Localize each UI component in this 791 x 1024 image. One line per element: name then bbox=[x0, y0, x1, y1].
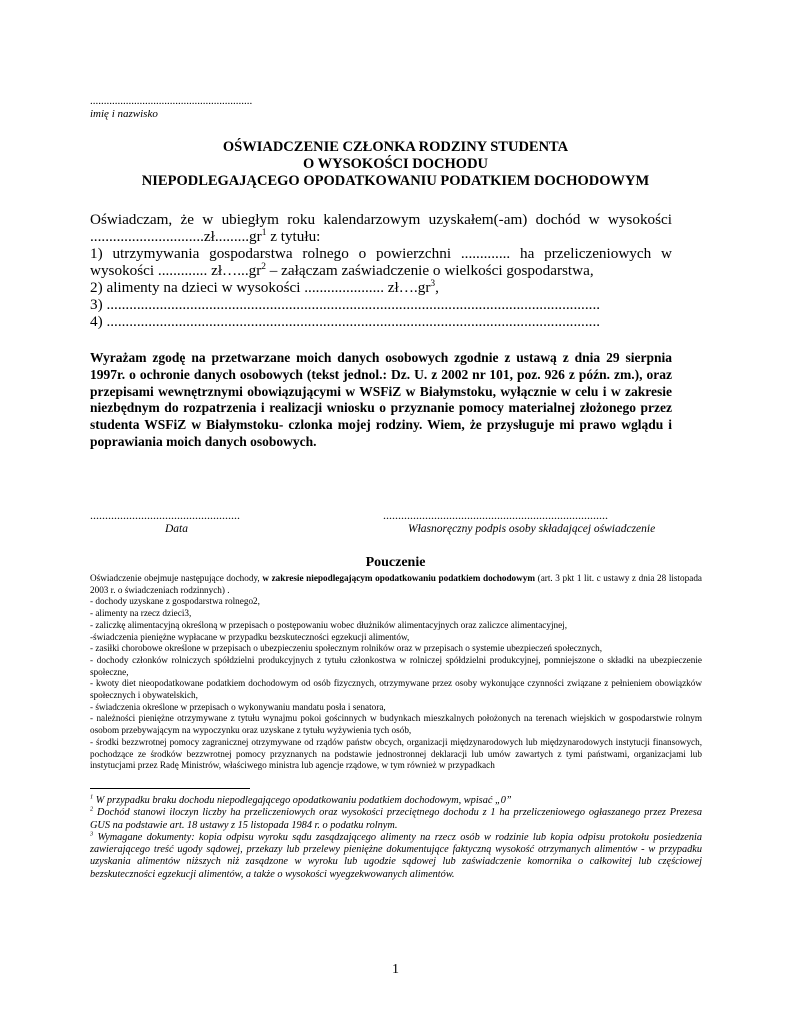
instruction-item: - świadczenia określone w przepisach o wykonywaniu mandatu posła i senatora, bbox=[90, 701, 386, 712]
footnote-divider bbox=[90, 788, 250, 789]
declaration-line-3: 1) utrzymywania gospodarstwa rolnego o powierzchni ............. ha przeliczeniowych w bbox=[90, 245, 672, 262]
instruction-item: -świadczenia pieniężne wypłacane w przypadku bezskuteczności egzekucji alimentów, bbox=[90, 631, 410, 642]
declaration-line-4: wysokości ............. $zł\dots...gr^2$ – załączam zaświadczenie o wielkości gospodarstwa, bbox=[90, 261, 594, 279]
page-number: 1 bbox=[392, 962, 399, 977]
footnotes bbox=[90, 795, 702, 881]
instruction-item: - zasiłki chorobowe określone w przepisach o ubezpieczeniu społecznym rolników oraz w przepisach o systemie ubezpieczeń społecznych, bbox=[90, 643, 603, 654]
instruction-item: - alimenty na rzecz dzieci3, bbox=[90, 608, 192, 619]
data-processing-consent: Wyrażam zgodę na przetwarzane moich danych osobowych zgodnie z ustawą z dnia 29 sierpnia 1997r. o ochronie danych osobowych (tekst jednol.: Dz. U. z 2002 nr 101, poz. 926 z późn. zm.), oraz przepisami wewnętrznymi obowiązującymi w WSFiZ w Białymstoku, wyłącznie w celu i w zakresie niezbędnym do rozpatrzenia i realizacji wniosku o przyznanie pomocy materialnej złożonego przez studenta WSFiZ w Białymstoku- czlonka mojej rodziny. Wiem, że przysługuje mi prawo wglądu i poprawiania moich danych osobowych. bbox=[90, 350, 672, 449]
instructions-intro: Oświadczenie obejmuje następujące dochody, w zakresie niepodlegającym opodatkowaniu podatkiem dochodowym (art. 3 pkt 1 lit. c ustawy z dnia 28 listopada 2003 r. o świadczeniach rodzinnych) . bbox=[90, 573, 702, 595]
instruction-item: - należności pieniężne otrzymywane z tytułu wynajmu pokoi gościnnych w budynkach mieszkalnych położonych na terenach wiejskich w gospodarstwie rolnym osobom przebywającym na wypoczynku oraz uzyskane z tytułu wyżywienia tych osób, bbox=[90, 713, 702, 736]
title-line-3: NIEPODLEGAJĄCEGO OPODATKOWANIU PODATKIEM DOCHODOWYM bbox=[141, 173, 650, 189]
instruction-item: - kwoty diet nieopodatkowane podatkiem dochodowym od osób fizycznych, otrzymywane przez osoby wykonujące czynności związane z pełnieniem obowiązków społecznych i obywatelskich, bbox=[90, 678, 702, 701]
declaration-line-6: 3) .................................................................................................................................. bbox=[90, 296, 601, 313]
title-line-1: OŚWIADCZENIE CZŁONKA RODZINY STUDENTA bbox=[222, 139, 569, 155]
declaration-line-1: Oświadczam, że w ubiegłym roku kalendarzowym uzyskałem(-am) dochód w wysokości bbox=[90, 211, 672, 228]
date-line: .................................................. bbox=[90, 508, 240, 522]
footnote-2: $^2$ Dochód stanowi iloczyn liczby ha przeliczeniowych oraz wysokości przeciętnego dochodu z 1 ha przeliczeniowego ogłaszanego przez Prezesa GUS na podstawie art. 18 ustawy z 15 listopada 1984 r. o podatku rolnym. bbox=[90, 805, 702, 831]
footnote-ref-3: 3 bbox=[430, 278, 436, 289]
declaration-line-7: 4) .................................................................................................................................. bbox=[90, 313, 601, 330]
declaration-line-2: $..............................zł.........gr^1$ z tytułu: bbox=[90, 227, 321, 245]
signature-label: Własnoręczny podpis osoby składającej oświadczenie bbox=[408, 523, 656, 535]
declaration-line-5: 2) alimenty na dzieci w wysokości ..................... $zł\dots.gr^3$, bbox=[90, 278, 439, 296]
name-label: imię i nazwisko bbox=[90, 108, 158, 120]
instruction-item: - dochody uzyskane z gospodarstwa rolnego2, bbox=[90, 596, 260, 607]
instruction-item: - zaliczkę alimentacyjną określoną w przepisach o postępowaniu wobec dłużników alimentacyjnych oraz zaliczce alimentacyjnej, bbox=[90, 619, 568, 630]
date-label: Data bbox=[165, 523, 188, 535]
name-signature-line: ........................................................... bbox=[90, 95, 253, 107]
instructions-heading: Pouczenie bbox=[365, 555, 426, 570]
title-line-2: O WYSOKOŚCI DOCHODU bbox=[302, 156, 489, 172]
income-declaration bbox=[90, 211, 672, 330]
instructions-list bbox=[90, 573, 702, 772]
footnote-ref-1: 1 bbox=[261, 227, 267, 238]
footnote-3: $^3$ Wymagane dokumenty: kopia odpisu wyroku sądu zasądzającego alimenty na rzecz osób w rodzinie lub kopia odpisu protokołu posiedzenia zawierającego treść ugody sądowej, przekazy lub przelewy pieniężne dokumentujące faktyczną wysokość otrzymanych alimentów - w przypadku uzyskania alimentów niższych niż zasądzone w wyroku lub ugodzie sądowej lub zaświadczenie komornika o całkowitej lub częściowej bezskuteczności egzekucji alimentów, a także o wysokości wyegzekwowanych alimentów. bbox=[90, 830, 702, 880]
instruction-item: - środki bezzwrotnej pomocy zagranicznej otrzymywane od rządów państw obcych, organizacji międzynarodowych lub międzynarodowych instytucji finansowych, pochodzące ze środków bezzwrotnej pomocy przyznanych na podstawie jednostronnej deklaracji lub umów zawartych z tymi państwami, organizacjami lub instytucjami przez Radę Ministrów, właściwego ministra lub agencje rządowe, w tym również w przypadkach bbox=[90, 736, 702, 771]
signature-line: ........................................................................... bbox=[383, 508, 608, 522]
footnote-ref-2: 2 bbox=[261, 261, 266, 272]
footnote-1: $^1$ W przypadku braku dochodu niepodlegającego opodatkowaniu podatkiem dochodowym, wpisać „0” bbox=[90, 793, 512, 806]
instruction-item: - dochody członków rolniczych spółdzielni produkcyjnych z tytułu członkostwa w rolniczej spółdzielni produkcyjnej, pomniejszone o składki na ubezpieczenie społeczne, bbox=[90, 654, 702, 677]
document-title bbox=[0, 139, 791, 190]
